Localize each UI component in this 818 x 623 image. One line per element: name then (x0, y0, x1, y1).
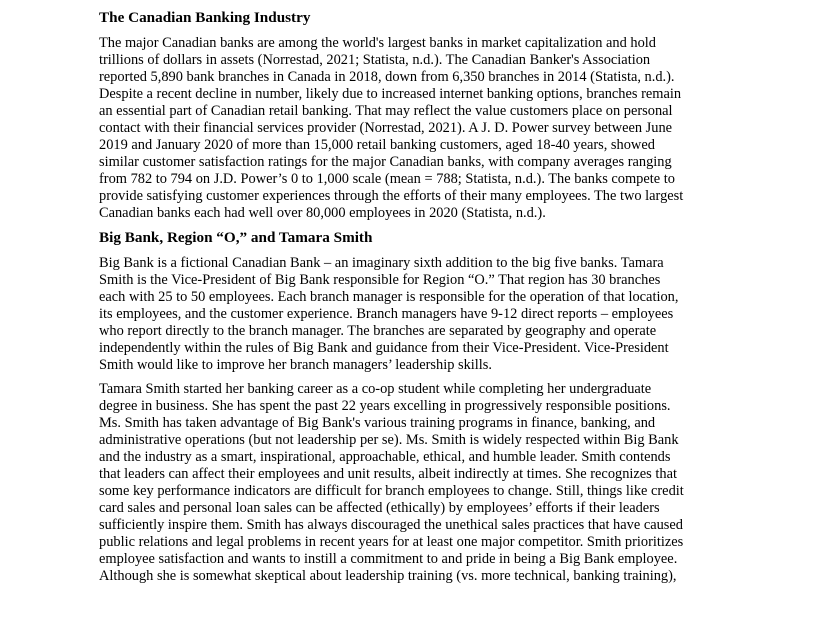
section-heading: The Canadian Banking Industry (99, 9, 311, 26)
paragraph-line: employee satisfaction and wants to instill a commitment to and pride in being a Big Bank employee. (99, 551, 678, 567)
paragraph-line: each with 25 to 50 employees. Each branch manager is responsible for the operation of that location, (99, 289, 679, 305)
paragraph-line: card sales and personal loan sales can be affected (ethically) by employees’ efforts if their leaders (99, 500, 660, 516)
paragraph-line: Smith is the Vice-President of Big Bank responsible for Region “O.” That region has 30 branches (99, 272, 661, 288)
body-paragraph (99, 255, 817, 374)
paragraph-line: Ms. Smith has taken advantage of Big Bank's various training programs in finance, banking, and (99, 415, 656, 431)
paragraph-line: administrative operations (but not leadership per se). Ms. Smith is widely respected within Big Bank (99, 432, 679, 448)
paragraph-line: Smith would like to improve her branch managers’ leadership skills. (99, 357, 492, 373)
document-page (99, 9, 817, 592)
paragraph-line: who report directly to the branch manager. The branches are separated by geography and operate (99, 323, 657, 339)
paragraph-line: similar customer satisfaction ratings for the major Canadian banks, with company averages ranging (99, 154, 672, 170)
paragraph-line: independently within the rules of Big Bank and guidance from their Vice-President. Vice-President (99, 340, 669, 356)
paragraph-line: The major Canadian banks are among the world's largest banks in market capitalization and hold (99, 35, 656, 51)
section-heading: Big Bank, Region “O,” and Tamara Smith (99, 229, 373, 246)
paragraph-line: its employees, and the customer experience. Branch managers have 9-12 direct reports – employees (99, 306, 674, 322)
paragraph-line: provide satisfying customer experiences through the efforts of their many employees. The two largest (99, 188, 684, 204)
body-paragraph (99, 35, 817, 222)
paragraph-line: and the industry as a smart, inspirational, approachable, ethical, and humble leader. Smith contends (99, 449, 671, 465)
paragraph-line: Canadian banks each had well over 80,000 employees in 2020 (Statista, n.d.). (99, 205, 546, 221)
paragraph-line: that leaders can affect their employees and unit results, albeit indirectly at times. She recognizes that (99, 466, 677, 482)
paragraph-line: an essential part of Canadian retail banking. That may reflect the value customers place on personal (99, 103, 673, 119)
paragraph-line: 2019 and January 2020 of more than 15,000 retail banking customers, aged 18-40 years, showed (99, 137, 655, 153)
paragraph-line: degree in business. She has spent the past 22 years excelling in progressively responsible positions. (99, 398, 671, 414)
paragraph-line: Despite a recent decline in number, likely due to increased internet banking options, branches remain (99, 86, 682, 102)
paragraph-line: public relations and legal problems in recent years for at least one major competitor. Smith prioritizes (99, 534, 684, 550)
paragraph-line: some key performance indicators are difficult for branch employees to change. Still, things like credit (99, 483, 684, 499)
paragraph-line: sufficiently inspire them. Smith has always discouraged the unethical sales practices that have caused (99, 517, 683, 533)
paragraph-line: Big Bank is a fictional Canadian Bank – an imaginary sixth addition to the big five banks. Tamara (99, 255, 664, 271)
body-paragraph (99, 381, 817, 585)
paragraph-line: reported 5,890 bank branches in Canada in 2018, down from 6,350 branches in 2014 (Statista, n.d.). (99, 69, 675, 85)
paragraph-line: trillions of dollars in assets (Norrestad, 2021; Statista, n.d.). The Canadian Banker's Association (99, 52, 651, 68)
paragraph-line: Although she is somewhat skeptical about leadership training (vs. more technical, banking training), (99, 568, 677, 584)
paragraph-line: Tamara Smith started her banking career as a co-op student while completing her undergraduate (99, 381, 652, 397)
paragraph-line: from 782 to 794 on J.D. Power’s 0 to 1,000 scale (mean = 788; Statista, n.d.). The banks compete to (99, 171, 675, 187)
paragraph-line: contact with their financial services provider (Norrestad, 2021). A J. D. Power survey between June (99, 120, 673, 136)
